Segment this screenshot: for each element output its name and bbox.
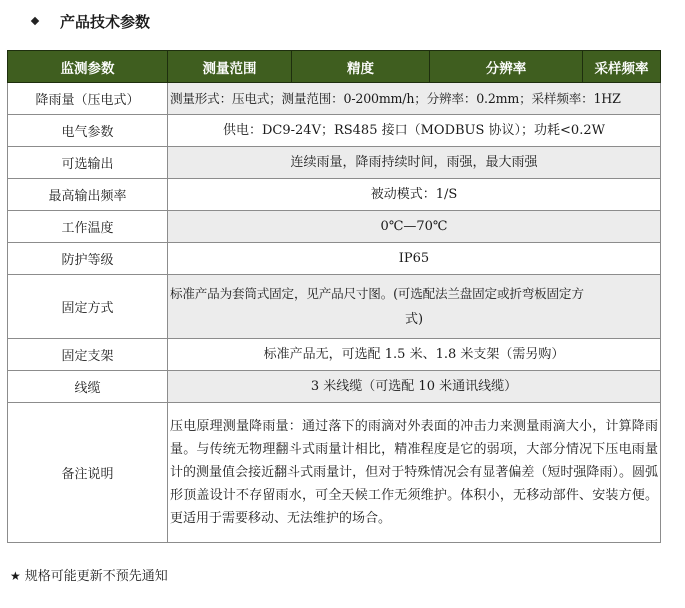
row-label: 工作温度 [8, 211, 168, 243]
row-label: 电气参数 [8, 115, 168, 147]
header-accuracy: 精度 [292, 51, 430, 83]
spec-table [7, 50, 661, 543]
table-row [8, 211, 661, 243]
star-icon: ★ [10, 569, 21, 583]
table-row [8, 83, 661, 115]
row-label: 固定支架 [8, 339, 168, 371]
row-value: 压电原理测量降雨量：通过落下的雨滴对外表面的冲击力来测量雨滴大小，计算降雨量。与传统无物理翻斗式雨量计相比，精准程度是它的弱项，大部分情况下压电雨量计的测量值会接近翻斗式雨量计，但对于特殊情况会有显著偏差（短时强降雨）。圆弧形顶盖设计不存留雨水，可全天候工作无须维护。体积小，无移动部件、安装方便。更适用于需要移动、无法维护的场合。 [168, 403, 661, 543]
row-value-line2: 式) [404, 311, 424, 327]
row-value: 标准产品无，可选配 1.5 米、1.8 米支架（需另购） [168, 339, 661, 371]
row-value: IP65 [168, 243, 661, 275]
footnote-text: 规格可能更新不预先通知 [24, 569, 168, 584]
table-row [8, 147, 661, 179]
row-label: 防护等级 [8, 243, 168, 275]
row-value: 测量形式：压电式；测量范围：0-200mm/h；分辨率：0.2mm；采样频率：1HZ [168, 83, 661, 115]
table-row [8, 339, 661, 371]
table-row [8, 243, 661, 275]
row-label: 线缆 [8, 371, 168, 403]
section-heading [30, 10, 150, 32]
diamond-bullet-icon [31, 17, 39, 25]
row-label: 最高输出频率 [8, 179, 168, 211]
row-label: 备注说明 [8, 403, 168, 543]
row-value: 供电：DC9-24V；RS485 接口（MODBUS 协议）；功耗<0.2W [168, 115, 661, 147]
table-row [8, 115, 661, 147]
header-sampling: 采样频率 [583, 51, 661, 83]
heading-text: 产品技术参数 [60, 12, 151, 31]
row-value: 连续雨量，降雨持续时间，雨强，最大雨强 [168, 147, 661, 179]
table-row [8, 371, 661, 403]
header-param: 监测参数 [8, 51, 168, 83]
row-value-line1: 标准产品为套筒式固定，见产品尺寸图。(可选配法兰盘固定或折弯板固定方 [170, 285, 584, 301]
row-value: 3 米线缆（可选配 10 米通讯线缆） [168, 371, 661, 403]
header-row [8, 51, 661, 83]
row-label: 降雨量（压电式） [8, 83, 168, 115]
footnote [10, 565, 168, 584]
header-resolution: 分辨率 [430, 51, 583, 83]
row-value [168, 275, 661, 339]
row-value: 被动模式：1/S [168, 179, 661, 211]
table-row [8, 179, 661, 211]
header-range: 测量范围 [168, 51, 292, 83]
row-label: 可选输出 [8, 147, 168, 179]
row-label: 固定方式 [8, 275, 168, 339]
row-value: 0℃—70℃ [168, 211, 661, 243]
table-row [8, 403, 661, 543]
table-row [8, 275, 661, 339]
